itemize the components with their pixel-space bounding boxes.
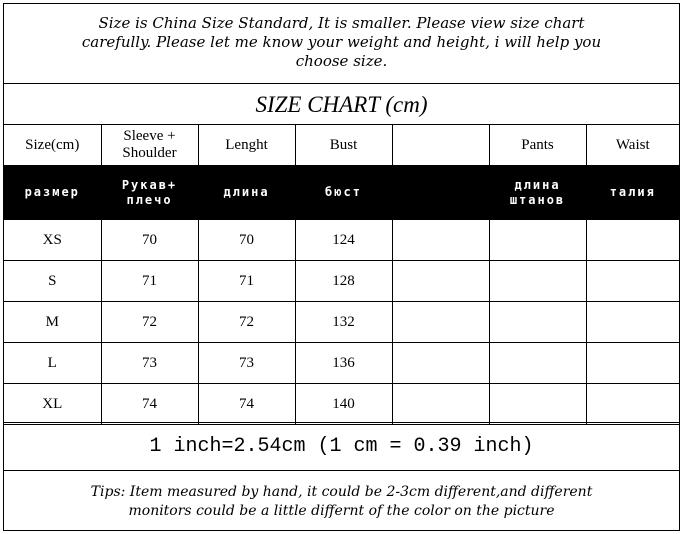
size-cell: S: [4, 261, 101, 302]
notice-line-3: choose size.: [295, 52, 388, 70]
header-row: [4, 125, 679, 166]
table-cell: 74: [101, 384, 198, 425]
table-cell: 74: [198, 384, 295, 425]
header-cell: Lenght: [198, 125, 295, 166]
header-ru-cell: талия: [586, 166, 679, 220]
unit-conversion-note: 1 inch=2.54cm (1 cm = 0.39 inch): [4, 422, 679, 471]
table-cell: [586, 302, 679, 343]
table-cell: 136: [295, 343, 392, 384]
header-cell: Pants: [489, 125, 586, 166]
table-cell: 71: [101, 261, 198, 302]
header-ru-cell: размер: [4, 166, 101, 220]
size-notice: [4, 4, 679, 84]
table-cell: [586, 384, 679, 425]
table-cell: [392, 220, 489, 261]
table-cell: [586, 343, 679, 384]
notice-line-2: carefully. Please let me know your weight and height, i will help you: [81, 33, 602, 51]
table-cell: [586, 261, 679, 302]
size-cell: XS: [4, 220, 101, 261]
size-cell: M: [4, 302, 101, 343]
table-cell: 70: [101, 220, 198, 261]
table-cell: 124: [295, 220, 392, 261]
header-cell: Sleeve + Shoulder: [101, 125, 198, 166]
chart-title: SIZE CHART (cm): [4, 84, 679, 125]
table-cell: 70: [198, 220, 295, 261]
table-cell: [392, 343, 489, 384]
header-cell: [392, 125, 489, 166]
table-cell: 140: [295, 384, 392, 425]
header-cell: Waist: [586, 125, 679, 166]
header-ru-cell: бюст: [295, 166, 392, 220]
table-cell: [489, 384, 586, 425]
table-row: [4, 302, 679, 343]
table-row: [4, 343, 679, 384]
tips-line-1: Tips: Item measured by hand, it could be 2-3cm different,and different: [90, 484, 593, 500]
size-cell: XL: [4, 384, 101, 425]
tips-line-2: monitors could be a little differnt of the color on the picture: [128, 503, 555, 519]
size-chart-sheet: [3, 3, 680, 531]
table-row: [4, 220, 679, 261]
table-cell: [489, 302, 586, 343]
notice-line-1: Size is China Size Standard, It is smaller. Please view size chart: [98, 14, 585, 32]
table-cell: 72: [198, 302, 295, 343]
table-cell: [586, 220, 679, 261]
table-row: [4, 261, 679, 302]
table-cell: [392, 261, 489, 302]
table-cell: [392, 384, 489, 425]
header-ru-cell: [392, 166, 489, 220]
table-cell: 73: [198, 343, 295, 384]
header-cell: Size(cm): [4, 125, 101, 166]
table-cell: [392, 302, 489, 343]
table-cell: [489, 343, 586, 384]
header-ru-cell: длина штанов: [489, 166, 586, 220]
header-ru-cell: длина: [198, 166, 295, 220]
tips-note: [4, 471, 679, 530]
table-cell: 128: [295, 261, 392, 302]
table-cell: 71: [198, 261, 295, 302]
table-cell: 132: [295, 302, 392, 343]
table-cell: 73: [101, 343, 198, 384]
header-row-russian: [4, 166, 679, 220]
size-table: [4, 125, 679, 425]
size-cell: L: [4, 343, 101, 384]
table-cell: 72: [101, 302, 198, 343]
header-ru-cell: Рукав+ плечо: [101, 166, 198, 220]
table-row: [4, 384, 679, 425]
table-cell: [489, 220, 586, 261]
table-cell: [489, 261, 586, 302]
header-cell: Bust: [295, 125, 392, 166]
